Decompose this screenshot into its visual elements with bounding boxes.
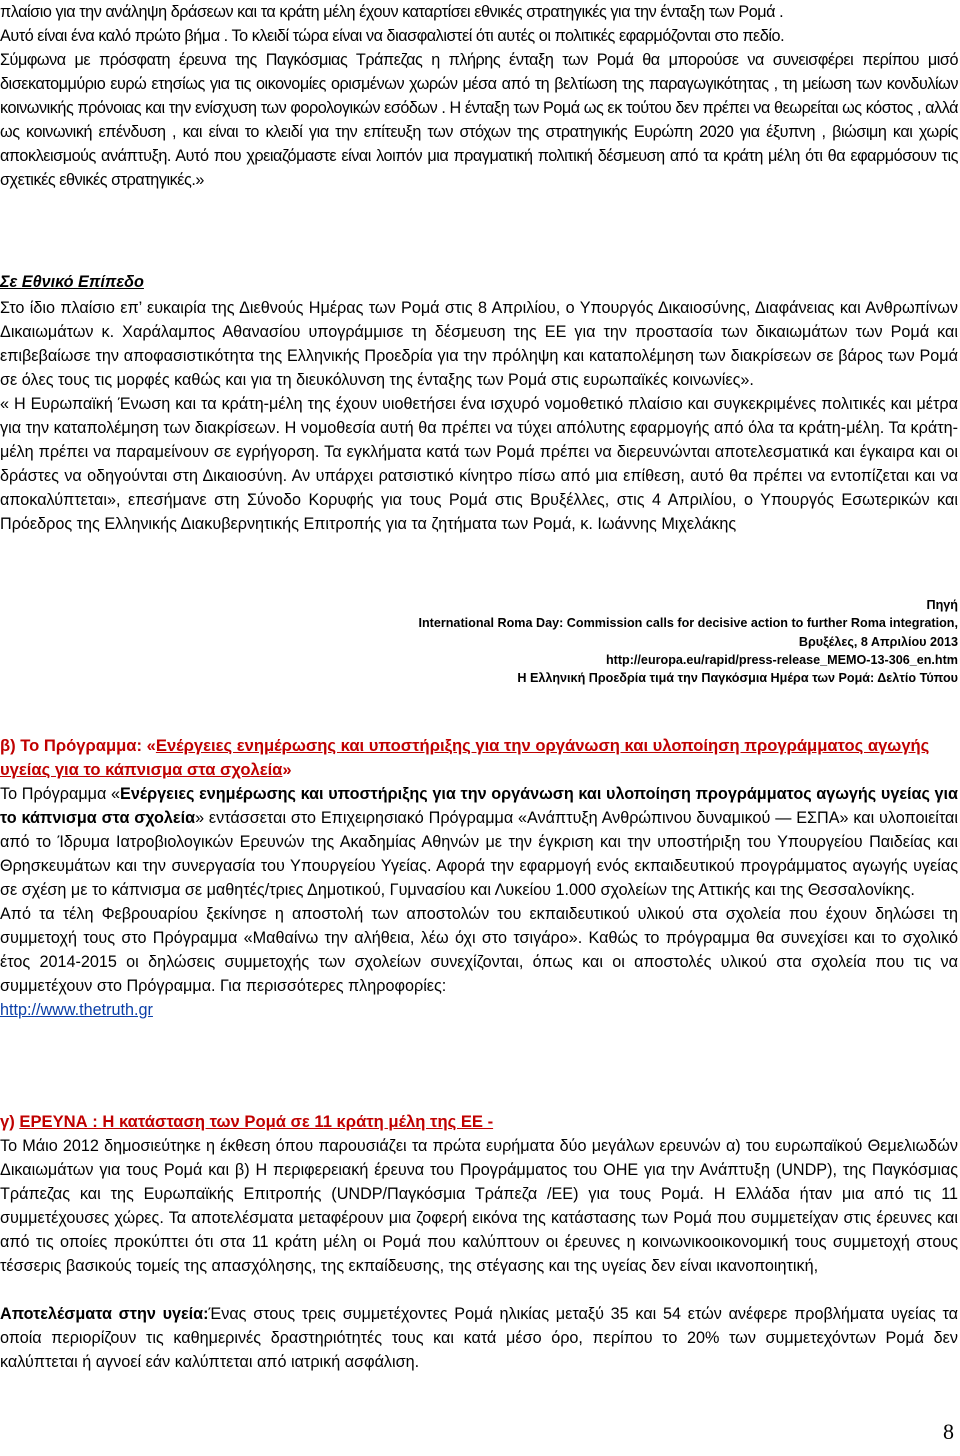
source-title: International Roma Day: Commission calls for decisive action to further Roma integration, (418, 616, 958, 631)
programme-p2-text: Από τα τέλη Φεβρουαρίου ξεκίνησε η αποστολή των αποστολών του εκπαιδευτικού υλικού στα σχολεία που έχουν δηλώσει τη συμμετοχή τους στο Πρόγραμμα «Μαθαίνω την αλήθεια, λέω όχι στο τσιγάρο». Καθώς το πρόγραμμα θα συνεχίσει και το σχολικό έτος 2014-2015 οι δηλώσεις συμμετοχής των σχολείων συνεχίζονται, όπως και οι αποστολές υλικού στα σχολεία που τις να συμμετέχουν στο Πρόγραμμα. Για περισσότερες πληροφορίες: (0, 905, 958, 995)
source-url[interactable]: http://europa.eu/rapid/press-release_MEMO-13-306_en.htm (605, 652, 958, 667)
research-health-label: Αποτελέσματα στην υγεία: (0, 1305, 209, 1323)
source-date: Βρυξέλες, 8 Απριλίου 2013 (798, 634, 958, 649)
programme-paragraph-2 (0, 902, 958, 1022)
intro-line-1: πλαίσιο για την ανάληψη δράσεων και τα κράτη μέλη έχουν καταρτίσει εθνικές στρατηγικές για την ένταξη των Ρομά . (0, 3, 784, 21)
research-heading (0, 1110, 958, 1134)
programme-section (0, 734, 958, 1022)
research-section (0, 1110, 958, 1374)
programme-paragraph-1 (0, 782, 958, 902)
thetruth-link[interactable]: http://www.thetruth.gr (0, 1001, 153, 1019)
source-label: Πηγή (926, 598, 958, 612)
programme-heading-suffix: » (282, 760, 292, 779)
source-press-release: Η Ελληνική Προεδρία τιμά την Παγκόσμια Ημέρα των Ρομά: Δελτίο Τύπου (517, 671, 958, 686)
research-paragraph-1: Το Μάιο 2012 δημοσιεύτηκε η έκθεση όπου παρουσιάζει τα πρώτα ευρήματα δύο μεγάλων ερευνών α) του ευρωπαϊκού Θεμελιωδών Δικαιωμάτων για τους Ρομά και β) Η περιφερειακή έρευνα του Προγράμματος του ΟΗΕ για την Ανάπτυξη (UNDP), της Παγκόσμιας Τράπεζας και της Ευρωπαϊκής Επιτροπής (UNDP/Παγκόσμια Τράπεζα /ΕΕ) για τους Ρομά. Η Ελλάδα ήταν μια από τις 11 συμμετέχουσες χώρες. Τα αποτελέσματα μεταφέρουν μια ζοφερή εικόνα της κατάστασης των Ρομά που συμμετείχαν στις έρευνες και από τις οποίες προκύπτει ότι στα 11 κράτη μέλη οι Ρομά που καλύπτουν οι έρευνες η κοινωνικοοικονομική τους συμμετοχή στους τέσσερις βασικούς τομείς της απασχόλησης, της εκπαίδευσης, της στέγασης και της υγείας δεν είναι ικανοποιητική, (0, 1137, 958, 1275)
intro-line-2: Αυτό είναι ένα καλό πρώτο βήμα . Το κλειδί τώρα είναι να διασφαλιστεί ότι αυτές οι πολιτικές εφαρμόζονται στο πεδίο. (0, 27, 785, 45)
research-health-text: Ένας στους τρεις συμμετέχοντες Ρομά ηλικίας μεταξύ 35 και 54 ετών ανέφερε προβλήματα υγείας τα οποία περιορίζουν τις καθημερινές δραστηριότητές τους και κατά μέσο όρο, περίπου το 20% των συμμετεχόντων Ρομά δεν καλύπτεται ή αγνοεί εάν καλύπτεται από ιατρική ασφάλιση. (0, 1305, 958, 1371)
research-heading-title: ΕΡΕΥΝΑ : Η κατάσταση των Ρομά σε 11 κράτη μέλη της ΕΕ - (19, 1112, 494, 1131)
national-section (0, 270, 958, 536)
programme-p1-rest: » εντάσσεται στο Επιχειρησιακό Πρόγραμμα «Ανάπτυξη Ανθρώπινου δυναμικού — ΕΣΠΑ» και υλοποιείται από το Ίδρυμα Ιατροβιολογικών Ερευνών της Ακαδημίας Αθηνών με την έγκριση και την υποστήριξη του Υπουργείου Παιδείας και Θρησκευμάτων και την συνεργασία του Υπουργείου Υγείας. Αφορά την εφαρμογή ενός εκπαιδευτικού προγράμματος αγωγής υγείας σε σχέση με το κάπνισμα σε μαθητές/τριες Δημοτικού, Γυμνασίου και Λυκείου 1.000 σχολείων της Αττικής και της Θεσσαλονίκης. (0, 809, 958, 899)
research-paragraph-2 (0, 1302, 958, 1374)
source-block (258, 596, 958, 687)
programme-heading (0, 734, 958, 782)
programme-heading-title: Ενέργειες ενημέρωσης και υποστήριξης για την οργάνωση και υλοποίηση προγράμματος αγωγής υγείας για το κάπνισμα στα σχολεία (0, 736, 930, 779)
intro-section (0, 0, 958, 192)
intro-paragraph: Σύμφωνα με πρόσφατη έρευνα της Παγκόσμιας Τράπεζας η πλήρης ένταξη των Ρομά θα μπορούσε να συνεισφέρει περίπου μισό δισεκατομμύριο ευρώ ετησίως για τις οικονομίες ορισμένων χωρών μέσα από τη βελτίωση της παραγωγικότητας , τη μείωση των κονδυλίων κοινωνικής πρόνοιας και την ενίσχυση των φορολογικών εσόδων . Η ένταξη των Ρομά ως εκ τούτου δεν πρέπει να θεωρείται ως κόστος , αλλά ως κοινωνική επένδυση , και είναι το κλειδί για την επίτευξη των στόχων της στρατηγικής Ευρώπη 2020 για έξυπνη , βιώσιμη και χωρίς αποκλεισμούς ανάπτυξη. Αυτό που χρειαζόμαστε είναι λοιπόν μια πραγματική πολιτική δέσμευση από τα κράτη μέλη ότι θα εφαρμόσουν τις σχετικές εθνικές στρατηγικές.» (0, 51, 958, 189)
programme-p1-start: Το Πρόγραμμα « (0, 785, 121, 803)
national-paragraph-2: « Η Ευρωπαϊκή Ένωση και τα κράτη-μέλη της έχουν υιοθετήσει ένα ισχυρό νομοθετικό πλαίσιο και συγκεκριμένες πολιτικές και μέτρα για την καταπολέμηση των διακρίσεων. Η νομοθεσία αυτή θα πρέπει να τύχει απόλυτης εφαρμογής από όλα τα κράτη-μέλη. Τα κράτη-μέλη πρέπει να παραμείνουν σε εγρήγορση. Τα εγκλήματα κατά των Ρομά πρέπει να διερευνώνται αποτελεσματικά και έγκαιρα και οι δράστες να οδηγούνται στη Δικαιοσύνη. Αν υπάρχει ρατσιστικό κίνητρο πίσω από μια επίθεση, αυτό θα πρέπει να εντοπίζεται και να αποκαλύπτεται», επεσήμανε στη Σύνοδο Κορυφής για τους Ρομά στις Βρυξέλλες, στις 4 Απριλίου, ο Υπουργός Εσωτερικών και Πρόεδρος της Ελληνικής Διακυβερνητικής Επιτροπής για τα ζητήματα των Ρομά, κ. Ιωάννης Μιχελάκης (0, 395, 958, 533)
programme-heading-prefix: β) Το Πρόγραμμα: « (0, 736, 156, 755)
research-heading-prefix: γ) (0, 1112, 20, 1131)
page-number: 8 (943, 1419, 954, 1444)
national-heading: Σε Εθνικό Επίπεδο (0, 273, 144, 291)
programme-p1-title: Ενέργειες ενημέρωσης και υποστήριξης για την οργάνωση και υλοποίηση προγράμματος αγωγής υγείας για το κάπνισμα στα σχολεία (0, 785, 958, 827)
national-paragraph-1: Στο ίδιο πλαίσιο επ’ ευκαιρία της Διεθνούς Ημέρας των Ρομά στις 8 Απριλίου, ο Υπουργός Δικαιοσύνης, Διαφάνειας και Ανθρωπίνων Δικαιωμάτων κ. Χαράλαμπος Αθανασίου υπογράμμισε τη δέσμευση της ΕΕ για την προστασία των δικαιωμάτων των Ρομά και επιβεβαίωσε την αποφασιστικότητα της Ελληνικής Προεδρία για την πρόληψη και καταπολέμηση των διακρίσεων σε βάρος των Ρομά σε όλες τους τις μορφές καθώς και για τη διευκόλυνση της ένταξης των Ρομά στις ευρωπαϊκές κοινωνίες». (0, 299, 958, 389)
